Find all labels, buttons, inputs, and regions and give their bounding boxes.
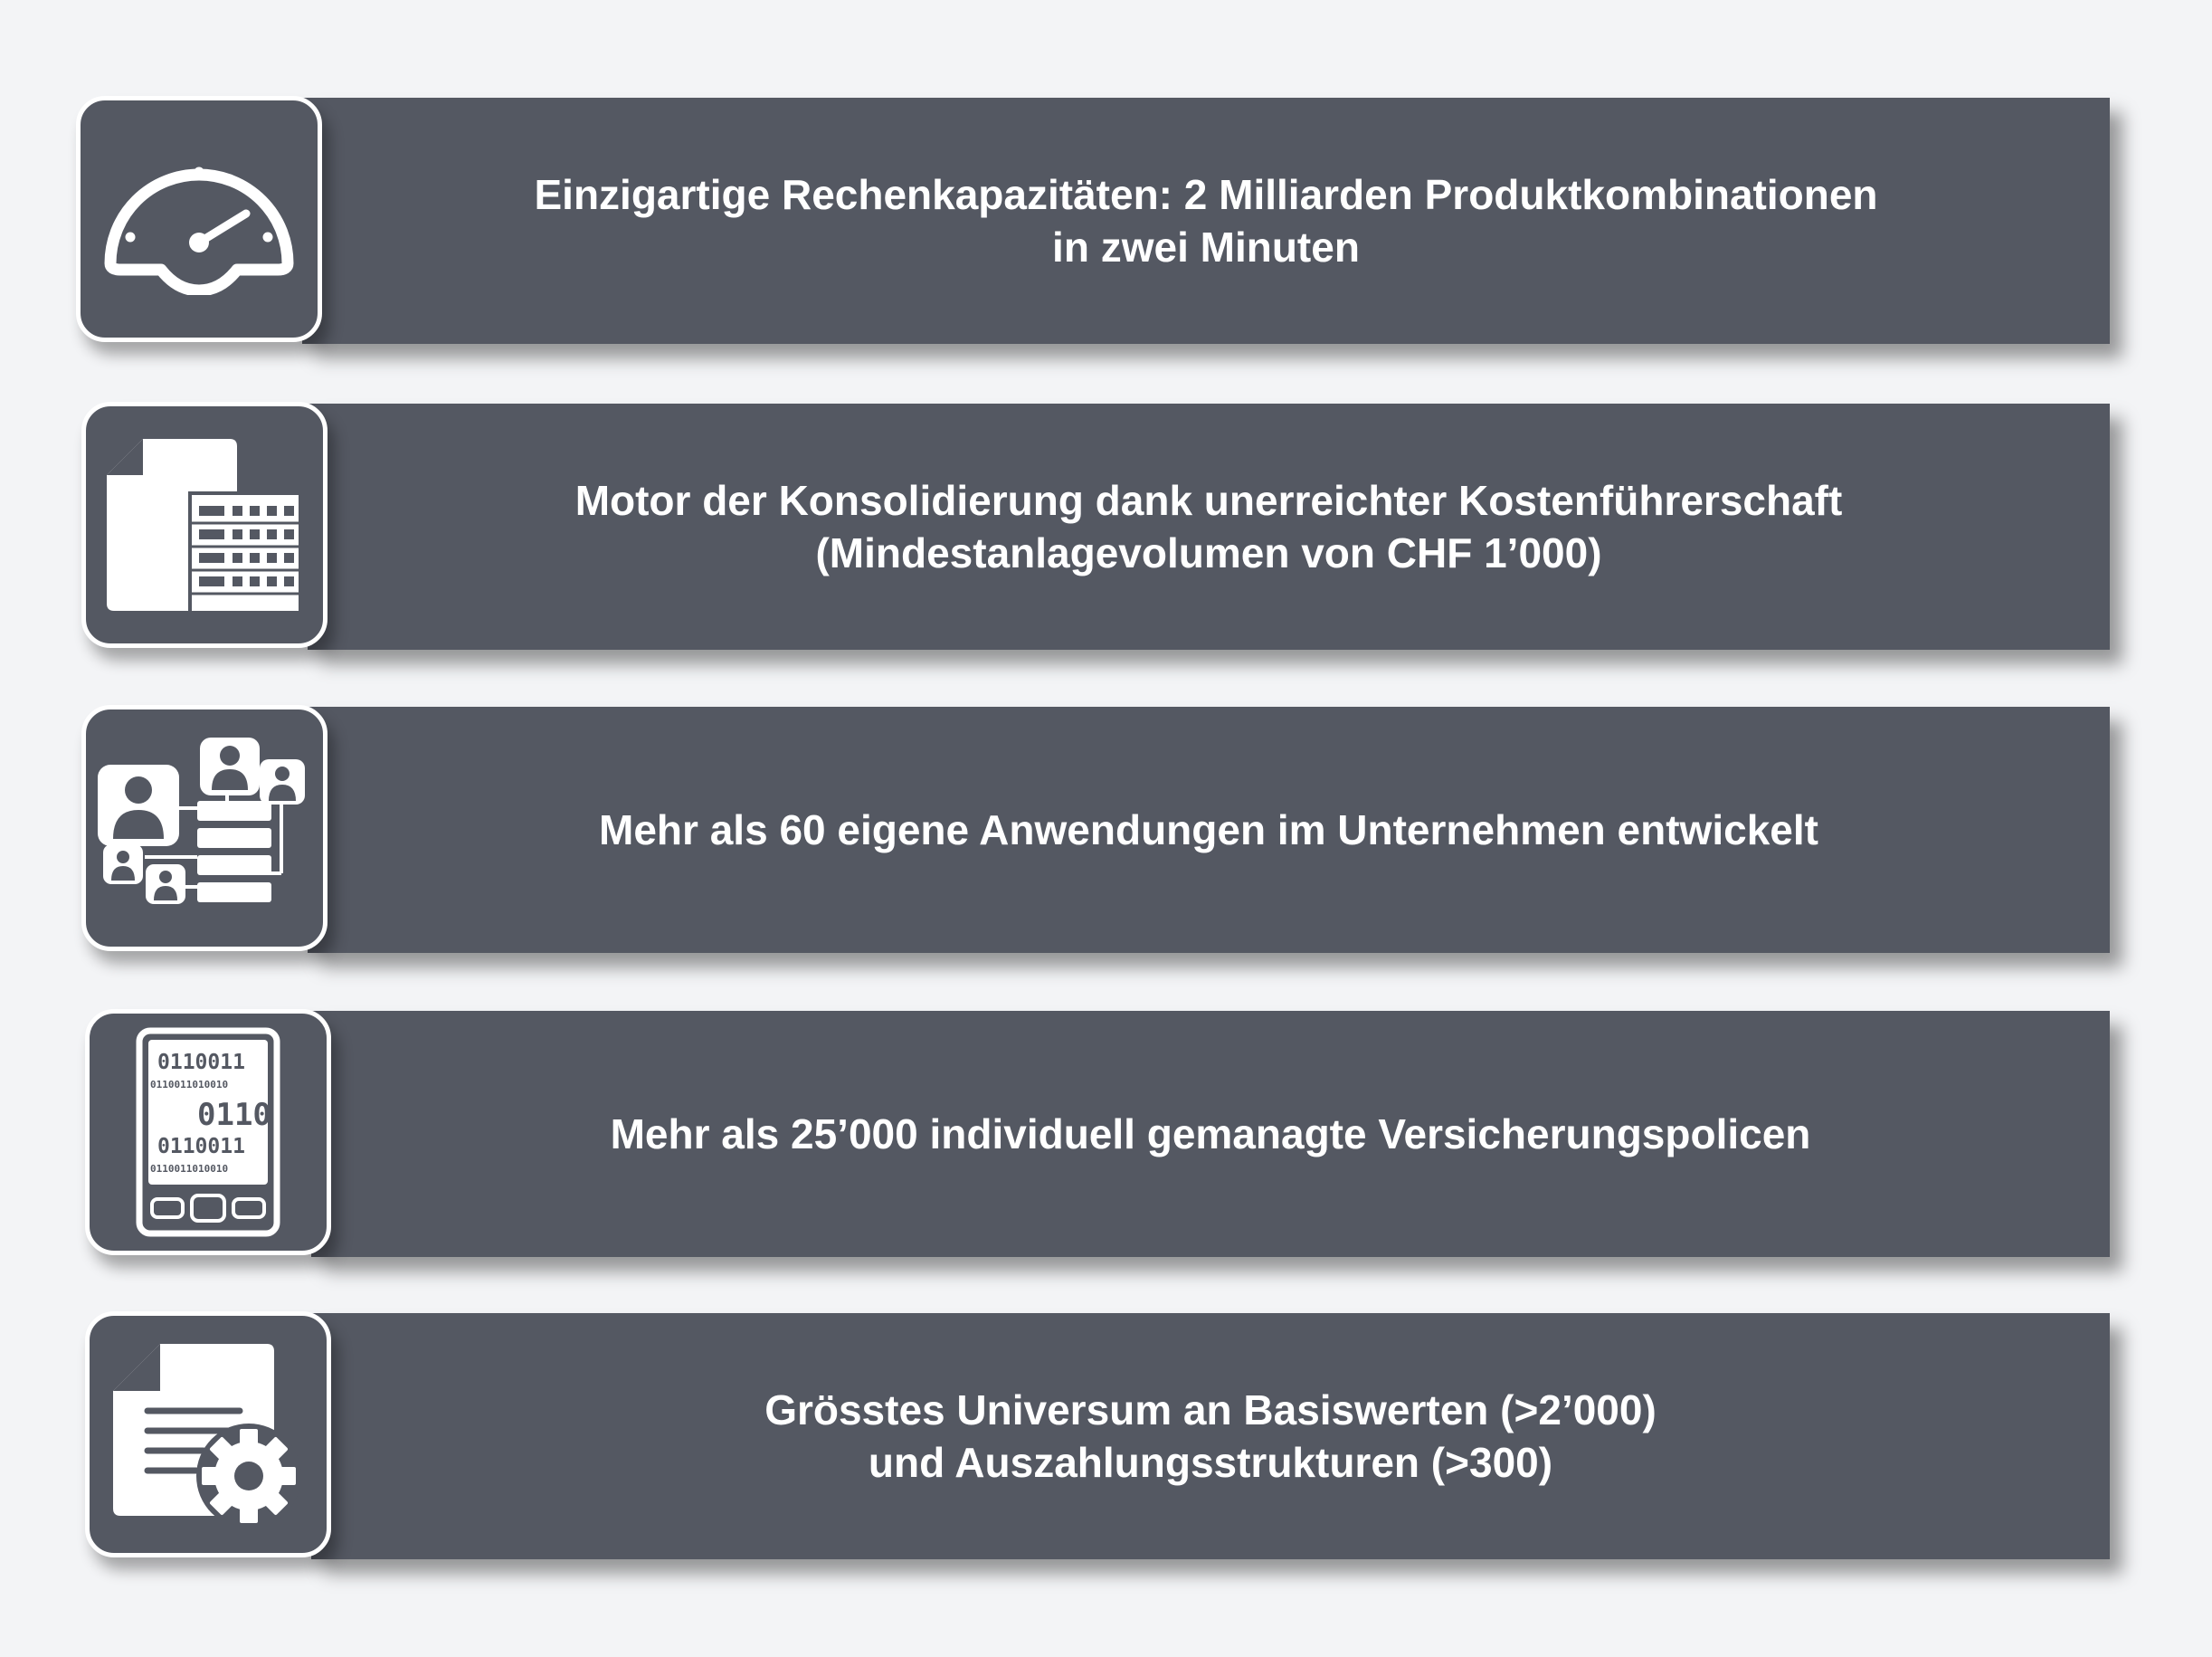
feature-text-line: in zwei Minuten bbox=[1052, 224, 1360, 271]
feature-row-computing-capacity bbox=[76, 98, 2110, 344]
binary-line: 0110011010010 bbox=[150, 1079, 229, 1090]
document-spreadsheet-icon bbox=[107, 439, 302, 611]
binary-line: 0110011010010 bbox=[150, 1163, 229, 1175]
binary-line: 0110011 bbox=[157, 1135, 245, 1158]
icon-tile bbox=[76, 96, 322, 342]
binary-line: 0110 bbox=[197, 1097, 271, 1133]
feature-row-underlyings-universe bbox=[85, 1313, 2110, 1559]
feature-text-line: Mehr als 25’000 individuell gemanagte Versicherungspolicen bbox=[610, 1110, 1811, 1157]
feature-text bbox=[302, 98, 2110, 344]
feature-text bbox=[308, 404, 2110, 650]
binary-tablet-icon bbox=[136, 1027, 280, 1237]
users-database-network-icon bbox=[96, 738, 313, 919]
icon-tile bbox=[81, 705, 328, 951]
feature-text-line: Einzigartige Rechenkapazitäten: 2 Milliarden Produktkombinationen bbox=[534, 171, 1878, 218]
feature-row-cost-leadership bbox=[81, 404, 2110, 650]
feature-text bbox=[311, 1313, 2110, 1559]
feature-text-line: Grösstes Universum an Basiswerten (>2’000) bbox=[764, 1386, 1657, 1433]
feature-text-line: (Mindestanlagevolumen von CHF 1’000) bbox=[815, 529, 1602, 576]
document-gear-icon bbox=[113, 1344, 303, 1525]
feature-text-line: Mehr als 60 eigene Anwendungen im Unternehmen entwickelt bbox=[599, 806, 1818, 853]
feature-text bbox=[311, 1011, 2110, 1257]
feature-row-insurance-policies bbox=[85, 1011, 2110, 1257]
speedometer-icon bbox=[101, 143, 297, 295]
binary-line: 0110011 bbox=[157, 1051, 245, 1074]
feature-text-line: und Auszahlungsstrukturen (>300) bbox=[868, 1439, 1553, 1486]
feature-text bbox=[308, 707, 2110, 953]
icon-tile bbox=[85, 1311, 331, 1557]
feature-text-line: Motor der Konsolidierung dank unerreichter Kostenführerschaft bbox=[574, 477, 1843, 524]
feature-row-applications bbox=[81, 707, 2110, 953]
icon-tile bbox=[85, 1009, 331, 1255]
icon-tile bbox=[81, 402, 328, 648]
